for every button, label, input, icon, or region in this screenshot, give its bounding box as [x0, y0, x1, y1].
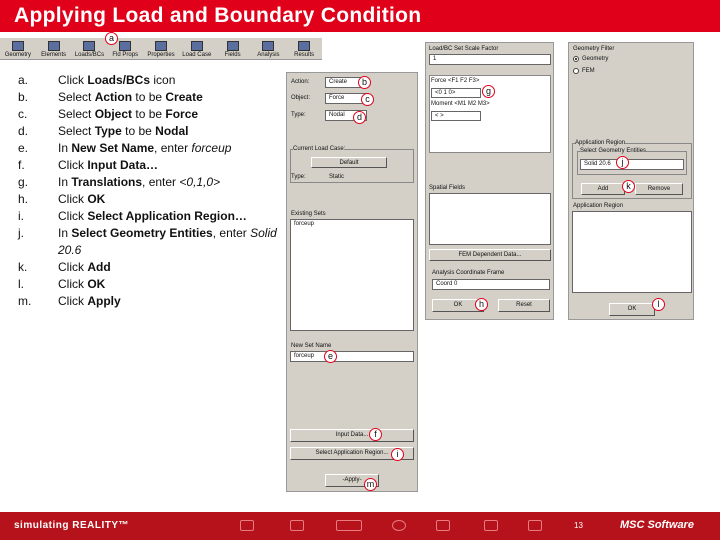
instruction-step	[18, 259, 278, 276]
step-letter: i.	[18, 209, 24, 223]
step-fragment: In	[58, 175, 72, 189]
instruction-step	[18, 276, 278, 293]
step-letter: a.	[18, 73, 29, 87]
select-entities-input[interactable]: Solid 20.6	[580, 159, 684, 170]
callout-f: f	[369, 428, 382, 441]
action-select[interactable]: Create	[325, 77, 367, 88]
step-fragment: Solid 20.6	[58, 226, 277, 257]
msc-logo: MSC Software	[620, 519, 694, 531]
instruction-step	[18, 191, 278, 208]
toolbar-icon	[227, 41, 239, 51]
toolbar-label: Fields	[224, 52, 241, 58]
step-fragment: Select	[58, 107, 95, 121]
instruction-step	[18, 72, 278, 89]
step-fragment: <0,1,0>	[179, 175, 221, 189]
step-fragment: to be	[121, 124, 156, 138]
ok-button-input-data[interactable]: OK	[432, 299, 484, 312]
step-fragment: In	[58, 141, 72, 155]
train-icon	[336, 520, 362, 531]
step-fragment: Select Geometry Entities	[71, 226, 213, 240]
app-region-list[interactable]	[572, 211, 692, 293]
step-text	[58, 276, 278, 293]
toolbar-icon	[298, 41, 310, 51]
select-entities-label: Select Geometry Entities	[580, 148, 647, 154]
step-letter: j.	[18, 226, 24, 240]
toolbar-item-analysis[interactable]	[250, 37, 286, 59]
toolbar-label: Elements	[41, 52, 67, 58]
geometry-filter-label: Geometry Filter	[573, 46, 615, 52]
step-text	[58, 106, 278, 123]
callout-c: c	[361, 93, 374, 106]
spatial-fields-list[interactable]	[429, 193, 551, 245]
existing-sets-label: Existing Sets	[291, 211, 326, 217]
ok-button-region[interactable]: OK	[609, 303, 655, 316]
slide-title: Applying Load and Boundary Condition	[14, 4, 422, 27]
step-text	[58, 208, 278, 225]
step-fragment: OK	[87, 277, 106, 291]
toolbar-icon	[119, 41, 131, 51]
coord-frame-input[interactable]: Coord 0	[432, 279, 550, 290]
step-fragment: Create	[165, 90, 203, 104]
toolbar-item-geometry[interactable]	[0, 37, 36, 59]
step-text	[58, 140, 278, 157]
app-region-group-label: Application Region	[575, 140, 626, 146]
gear-icon	[392, 520, 406, 531]
moment-label: Moment <M1 M2 M3>	[431, 101, 490, 107]
step-fragment: , enter	[212, 226, 251, 240]
step-letter: h.	[18, 192, 29, 206]
toolbar-label: Analysis	[257, 52, 280, 58]
app-toolbar	[0, 38, 322, 60]
toolbar-label: Geometry	[4, 52, 32, 58]
step-fragment: Apply	[87, 294, 121, 308]
car-icon	[290, 520, 304, 531]
instruction-list	[18, 72, 278, 310]
object-label: Object:	[291, 95, 311, 101]
coord-frame-label: Analysis Coordinate Frame	[432, 270, 505, 276]
step-fragment: icon	[150, 73, 176, 87]
toolbar-item-elements[interactable]	[36, 37, 72, 59]
geometry-radio[interactable]	[573, 56, 579, 62]
input-data-button[interactable]: Input Data...	[290, 429, 414, 442]
ship-icon	[528, 520, 542, 531]
geometry-option-label: Geometry	[582, 56, 609, 62]
app-region-label: Application Region	[573, 203, 624, 209]
instruction-step	[18, 157, 278, 174]
step-fragment: Force	[165, 107, 199, 121]
existing-set-item[interactable]: forceup	[294, 221, 315, 227]
step-fragment: Click	[58, 158, 88, 172]
step-text	[58, 259, 278, 276]
toolbar-item-fields[interactable]	[215, 37, 251, 59]
current-load-case-label: Current Load Case:	[293, 146, 346, 152]
toolbar-label: Results	[294, 52, 315, 58]
step-text	[58, 293, 278, 310]
callout-m: m	[364, 478, 377, 491]
new-set-name-input[interactable]: forceup	[290, 351, 414, 362]
step-letter: d.	[18, 124, 29, 138]
spatial-fields-label: Spatial Fields	[429, 185, 466, 191]
callout-j: j	[616, 156, 629, 169]
step-letter: g.	[18, 175, 29, 189]
callout-b: b	[358, 76, 371, 89]
step-fragment: New Set Name	[71, 141, 155, 155]
fem-radio[interactable]	[573, 68, 579, 74]
scale-factor-label: Load/BC Set Scale Factor	[429, 46, 499, 52]
bottle-icon	[436, 520, 450, 531]
step-letter: l.	[18, 277, 24, 291]
callout-l: l	[652, 298, 665, 311]
step-fragment: Select Application Region…	[87, 209, 247, 223]
instruction-step	[18, 89, 278, 106]
step-fragment: Click	[58, 294, 88, 308]
load-bc-panel	[286, 72, 418, 492]
step-fragment: to be	[132, 107, 166, 121]
instruction-step	[18, 225, 278, 259]
new-set-name-label: New Set Name	[291, 343, 332, 349]
step-fragment: Input Data…	[87, 158, 159, 172]
step-letter: k.	[18, 260, 28, 274]
moment-input[interactable]: < >	[431, 111, 481, 121]
step-fragment: Type	[94, 124, 122, 138]
step-letter: c.	[18, 107, 28, 121]
step-text	[58, 157, 278, 174]
toolbar-label: Load Case	[182, 52, 212, 58]
step-text	[58, 191, 278, 208]
toolbar-item-results[interactable]	[286, 37, 322, 59]
callout-e: e	[324, 350, 337, 363]
jet-icon	[240, 520, 254, 531]
step-text	[58, 89, 278, 106]
toolbar-icon	[83, 41, 95, 51]
toolbar-icon	[12, 41, 24, 51]
toolbar-icon	[155, 41, 167, 51]
step-fragment: Add	[87, 260, 111, 274]
existing-sets-list[interactable]	[290, 219, 414, 331]
toolbar-item-properties[interactable]	[143, 37, 179, 59]
step-text	[58, 123, 278, 140]
callout-i: i	[391, 448, 404, 461]
type2-label: Type:	[291, 174, 306, 180]
step-letter: f.	[18, 158, 25, 172]
figure-icon	[484, 520, 498, 531]
force-input[interactable]: <0 1 0>	[431, 88, 481, 98]
step-text	[58, 174, 278, 191]
toolbar-label: Loads/BCs	[74, 52, 105, 58]
step-fragment: forceup	[191, 141, 232, 155]
step-fragment: Loads/BCs	[87, 73, 151, 87]
toolbar-icon	[191, 41, 203, 51]
force-label: Force <F1 F2 F3>	[431, 78, 480, 84]
step-text	[58, 225, 278, 259]
toolbar-item-load-case[interactable]	[179, 37, 215, 59]
instruction-step	[18, 208, 278, 225]
instruction-step	[18, 293, 278, 310]
callout-d: d	[353, 111, 366, 124]
fem-dependent-button[interactable]: FEM Dependent Data...	[429, 249, 551, 261]
title-bar	[0, 0, 720, 32]
step-fragment: Click	[58, 209, 88, 223]
callout-h: h	[475, 298, 488, 311]
select-region-button[interactable]: Select Application Region...	[290, 447, 414, 460]
type2-value: Static	[329, 174, 345, 180]
toolbar-icon	[262, 41, 274, 51]
step-letter: b.	[18, 90, 29, 104]
toolbar-label: Properties	[147, 52, 175, 58]
reset-button[interactable]: Reset	[498, 299, 550, 312]
type-select[interactable]: Nodal	[325, 110, 367, 121]
toolbar-item-loads-bcs[interactable]	[72, 37, 108, 59]
instruction-step	[18, 123, 278, 140]
step-fragment: , enter	[142, 175, 180, 189]
step-fragment: Translations	[71, 175, 143, 189]
step-fragment: Click	[58, 260, 88, 274]
step-fragment: to be	[132, 90, 166, 104]
step-fragment: Action	[94, 90, 133, 104]
footer-bar	[0, 512, 720, 540]
load-case-button[interactable]: Default	[311, 157, 387, 168]
instruction-step	[18, 174, 278, 191]
step-fragment: Object	[94, 107, 133, 121]
add-button[interactable]: Add	[581, 183, 625, 195]
step-fragment: , enter	[154, 141, 192, 155]
step-fragment: Select	[58, 124, 95, 138]
toolbar-icon	[48, 41, 60, 51]
object-select[interactable]: Force	[325, 93, 367, 104]
step-fragment: Click	[58, 277, 88, 291]
page-number: 13	[574, 521, 583, 530]
step-letter: m.	[18, 294, 32, 308]
callout-k: k	[622, 180, 635, 193]
scale-factor-input[interactable]: 1	[429, 54, 551, 65]
type-label: Type:	[291, 112, 306, 118]
footer-brand: simulating REALITY™	[14, 520, 130, 531]
step-fragment: In	[58, 226, 72, 240]
fem-option-label: FEM	[582, 68, 595, 74]
action-label: Action:	[291, 79, 310, 85]
instruction-step	[18, 106, 278, 123]
input-data-dialog	[425, 42, 554, 320]
step-fragment: Select	[58, 90, 95, 104]
remove-button[interactable]: Remove	[635, 183, 683, 195]
step-fragment: OK	[87, 192, 106, 206]
apply-button[interactable]: -Apply-	[325, 474, 379, 487]
step-text	[58, 72, 278, 89]
instruction-step	[18, 140, 278, 157]
step-fragment: Click	[58, 73, 88, 87]
toolbar-label: Fld Props	[112, 52, 139, 58]
callout-g: g	[482, 85, 495, 98]
step-fragment: Nodal	[155, 124, 189, 138]
step-fragment: Click	[58, 192, 88, 206]
callout-a: a	[105, 32, 118, 45]
step-letter: e.	[18, 141, 29, 155]
